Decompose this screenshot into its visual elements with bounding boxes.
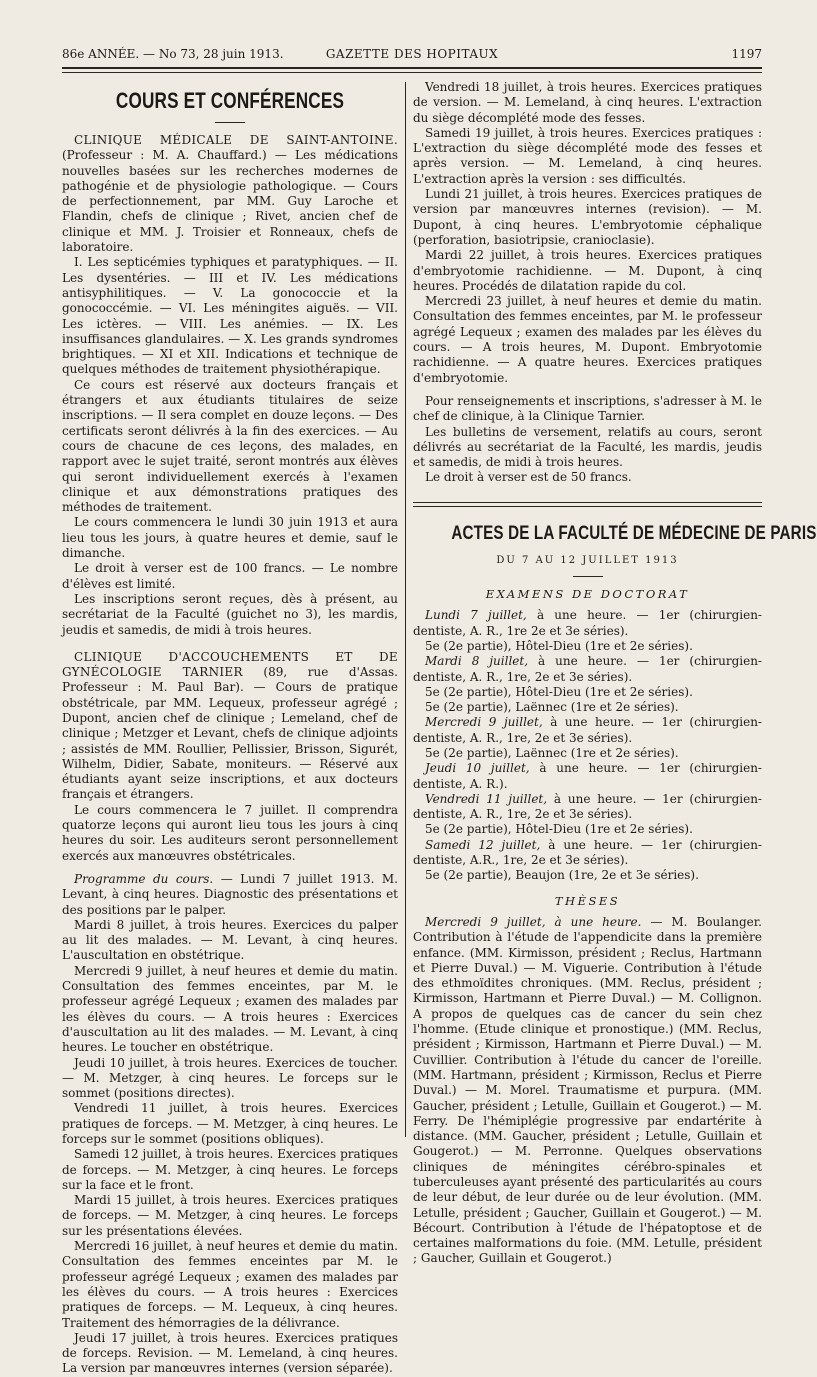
column-divider (405, 82, 406, 1137)
theses-heading: THÈSES (554, 893, 621, 908)
exam-entry: 5e (2e partie), Hôtel-Dieu (1re et 2e séries). (425, 822, 693, 837)
exam-entry: Mardi 8 juillet, à une heure. — 1er (chirurgien-dentiste, A. R., 1re, 2e et 3e séries). (413, 654, 762, 684)
paragraph-inscriptions: Les inscriptions seront reçues, dès à présent, au secrétariat de la Faculté (guichet no 3), les mardis, jeudis et samedis, de midi à trois heures. (62, 591, 398, 637)
running-header (62, 47, 762, 65)
paragraph-programme: Programme du cours. — Lundi 7 juillet 1913. M. Levant, à cinq heures. Diagnostic des présentations et des positions par le palper. (62, 871, 398, 917)
clinic-heading: CLINIQUE D'ACCOUCHEMENTS ET DE GYNÉCOLOGIE TARNIER (62, 649, 398, 680)
paragraph-reservation: Ce cours est réservé aux docteurs français et étrangers et aux étudiants titulaires de seize inscriptions. — Il sera complet en douze leçons. — Des certificats seront délivrés à la fin des exercices. — Au cours de chacune de ces leçons, des malades, en rapport avec le sujet traité, seront montrés aux élèves qui seront individuellement exercés à l'examen clinique et aux démonstrations pratiques des méthodes de traitement. (62, 377, 398, 515)
exam-entry: Mercredi 9 juillet, à une heure. — 1er (chirurgien-dentiste, A. R., 1re, 2e et 3e séries). (413, 715, 762, 745)
programme-day: Vendredi 11 juillet, à trois heures. Exercices pratiques de forceps. — M. Metzger, à cinq heures. Le forceps sur le sommet (positions obliques). (62, 1101, 398, 1146)
exam-entry: Samedi 12 juillet, à une heure. — 1er (chirurgien-dentiste, A.R., 1re, 2e et 3e séries). (413, 837, 762, 868)
exam-entry: 5e (2e partie), Hôtel-Dieu (1re et 2e séries). (425, 684, 693, 699)
exam-entry: Vendredi 11 juillet, à une heure. — 1er (chirurgien-dentiste, A. R., 1re, 2e et 3e séries). (413, 791, 762, 822)
theses-entry: Mercredi 9 juillet, à une heure. — M. Boulanger. Contribution à l'étude de l'appendicite dans la première enfance. (MM. Kirmisson, président ; Reclus, Hartmann et Pierre Duval.) — M. Viguerie. Contribution à l'étude des ethmoïdites chroniques. (MM. Reclus, président ; Kirmisson, Hartmann et Pierre Duval.) — M. Collignon. A propos de quelques cas de cancer du sein chez l'homme. (Etude clinique et pronostique.) (MM. Reclus, président ; Kirmisson, Hartmann et Pierre Duval.) — M. Cuvillier. Contribution à l'étude du cancer de l'oreille. (MM. Hartmann, président ; Kirmisson, Reclus et Pierre Duval.) — M. Morel. Traumatisme et purpura. (MM. Gaucher, président ; Letulle, Guillain et Gougerot.) — M. Ferry. De l'hémiplégie progressive par endartérite à distance. (MM. Gaucher, président ; Letulle, Guillain et Gougerot.) — M. Perronne. Quelques observations cliniques de méningites cérébro-spinales et tuberculeuses ayant présenté des particularités au cours de leur début, de leur durée ou de leur évolution. (MM. Letulle, président ; Gaucher, Guillain et Gougerot.) — M. Bécourt. Contribution à l'étude de l'hépatoptose et de certaines malformations du foie. (MM. Letulle, président ; Gaucher, Guillain et Gougerot.) (413, 914, 762, 1266)
programme-day: Mardi 15 juillet, à trois heures. Exercices pratiques de forceps. — M. Metzger, à cinq heures. Le forceps sur les présentations élevées. (62, 1193, 398, 1238)
paragraph-renseignements: Pour renseignements et inscriptions, s'adresser à M. le chef de clinique, à la Clinique Tarnier. (413, 393, 762, 424)
programme-day: Jeudi 17 juillet, à trois heures. Exercices pratiques de forceps. Revision. — M. Lemeland, à cinq heures. La version par manœuvres internes (version séparée). (62, 1330, 398, 1376)
programme-day: Mercredi 23 juillet, à neuf heures et demie du matin. Consultation des femmes enceintes, par M. le professeur agrégé Lequeux ; examen des malades par les élèves du cours. — A trois heures, M. Dupont. Embryotomie rachidienne. — A quatre heures. Exercices pratiques d'embryotomie. (413, 294, 762, 385)
exam-entry: 5e (2e partie), Laënnec (1re et 2e séries). (425, 745, 679, 760)
title-underline (215, 122, 245, 123)
exams-heading: EXAMENS DE DOCTORAT (485, 587, 690, 602)
programme-day: Mardi 22 juillet, à trois heures. Exercices pratiques d'embryotomie rachidienne. — M. Dupont, à cinq heures. Procédés de dilatation rapide du col. (413, 248, 762, 293)
paragraph-tarnier: CLINIQUE D'ACCOUCHEMENTS ET DE GYNÉCOLOGIE TARNIER (89, rue d'Assas. Professeur : M. Paul Bar). — Cours de pratique obstétricale, par MM. Lequeux, professeur agrégé ; Dupont, ancien chef de clinique ; Lemeland, chef de clinique ; Metzger et Levant, chefs de clinique adjoints ; assistés de MM. Roullier, Pellissier, Brisson, Sigurét, Wilhelm, Didier, Sabate, moniteurs. — Réservé aux étudiants ayant seize inscriptions, et aux docteurs français et étrangers. (62, 649, 398, 802)
programme-day: Mardi 8 juillet, à trois heures. Exercices du palper au lit des malades. — M. Levant, à cinq heures. L'auscultation en obstétrique. (62, 917, 398, 963)
header-rule-thin (62, 72, 762, 73)
journal-title: GAZETTE DES HOPITAUX (325, 47, 499, 61)
programme-day: Mercredi 16 juillet, à neuf heures et demie du matin. Consultation des femmes enceintes par M. le professeur agrégé Lequeux ; examen des malades par les élèves du cours. — A trois heures : Exercices pratiques de forceps. — M. Lequeux, à cinq heures. Traitement des hémorragies de la délivrance. (62, 1239, 398, 1330)
paragraph-course-start: Le cours commencera le 7 juillet. Il comprendra quatorze leçons qui auront lieu tous les jours à cinq heures du soir. Les auditeurs seront personnellement exercés aux manœuvres obstétricales. (62, 802, 398, 863)
right-column (413, 80, 817, 1266)
paragraph-droit: Le droit à verser est de 50 francs. (425, 470, 632, 485)
paragraph-bulletins: Les bulletins de versement, relatifs au cours, seront délivrés au secrétariat de la Faculté, les mardis, jeudis et samedis, de midi à trois heures. (413, 424, 762, 470)
paragraph-saint-antoine: CLINIQUE MÉDICALE DE SAINT-ANTOINE. (Professeur : M. A. Chauffard.) — Les médications nouvelles basées sur les recherches modernes de pathogénie et de physiologie pathologique. — Cours de perfectionnement, par MM. Guy Laroche et Flandin, chefs de clinique ; Rivet, ancien chef de clinique et MM. J. Troisier et Ronneaux, chefs de laboratoire. (62, 133, 398, 255)
programme-day: Mercredi 9 juillet, à neuf heures et demie du matin. Consultation des femmes enceintes, par M. le professeur agrégé Lequeux ; examen des malades par les élèves du cours. — A trois heures : Exercices d'auscultation au lit des malades. — M. Levant, à cinq heures. Le toucher en obstétrique. (62, 963, 398, 1055)
programme-day: Vendredi 18 juillet, à trois heures. Exercices pratiques de version. — M. Lemeland, à cinq heures. L'extraction du siège décomplété mode des fesses. (413, 80, 762, 125)
programme-day: Jeudi 10 juillet, à trois heures. Exercices de toucher. — M. Metzger, à cinq heures. Le forceps sur le sommet (positions directes). (62, 1055, 398, 1101)
exam-entry: 5e (2e partie), Hôtel-Dieu (1re et 2e séries). (425, 638, 693, 653)
header-rule-thick (62, 67, 762, 69)
programme-day: Lundi 21 juillet, à trois heures. Exercices pratiques de version par manœuvres internes (revision). — M. Dupont, à cinq heures. L'embryotomie céphalique (perforation, basiotripsie, cranioclasie). (413, 187, 762, 247)
exam-entry: 5e (2e partie), Laënnec (1re et 2e séries). (425, 700, 679, 715)
programme-day: Samedi 19 juillet, à trois heures. Exercices pratiques : L'extraction du siège décomplété mode des fesses et après version. — M. Lemeland, à cinq heures. L'extraction après la version : ses difficultés. (413, 125, 762, 186)
subtitle-underline (573, 576, 603, 577)
paragraph-lesson-list: I. Les septicémies typhiques et paratyphiques. — II. Les dysentéries. — III et IV. Les médications antisyphilitiques. — V. La gonococcie et la gonococcémie. — VI. Les méningites aiguës. — VII. Les ictères. — VIII. Les anémies. — IX. Les insuffisances glandulaires. — X. Les grands syndromes brightiques. — XI et XII. Indications et technique de quelques méthodes de traitement physiothérapique. (62, 255, 398, 377)
issue-info: 86e ANNÉE. — No 73, 28 juin 1913. (62, 47, 284, 61)
exam-entry: Lundi 7 juillet, à une heure. — 1er (chirurgien-dentiste, A. R., 1re 2e et 3e séries). (413, 608, 762, 638)
section-double-rule (413, 502, 762, 507)
paragraph-fee: Le droit à verser est de 100 francs. — Le nombre d'élèves est limité. (62, 561, 398, 591)
exam-entry: 5e (2e partie), Beaujon (1re, 2e et 3e séries). (425, 868, 699, 883)
clinic-heading: CLINIQUE MÉDICALE DE SAINT-ANTOINE. (74, 133, 398, 147)
page-number: 1197 (731, 47, 762, 61)
paragraph-start-date: Le cours commencera le lundi 30 juin 1913 et aura lieu tous les jours, à quatre heures et demie, sauf le dimanche. (62, 515, 398, 561)
actes-date-range: DU 7 AU 12 JUILLET 1913 (496, 554, 679, 566)
section-title-actes: ACTES DE LA FACULTÉ DE MÉDECINE DE PARIS (451, 521, 817, 544)
left-column (62, 80, 398, 1376)
programme-day: Samedi 12 juillet, à trois heures. Exercices pratiques de forceps. — M. Metzger, à cinq heures. Le forceps sur la face et le front. (62, 1147, 398, 1192)
section-title-cours: COURS ET CONFÉRENCES (115, 88, 345, 113)
exam-entry: Jeudi 10 juillet, à une heure. — 1er (chirurgien-dentiste, A. R.). (413, 761, 762, 791)
